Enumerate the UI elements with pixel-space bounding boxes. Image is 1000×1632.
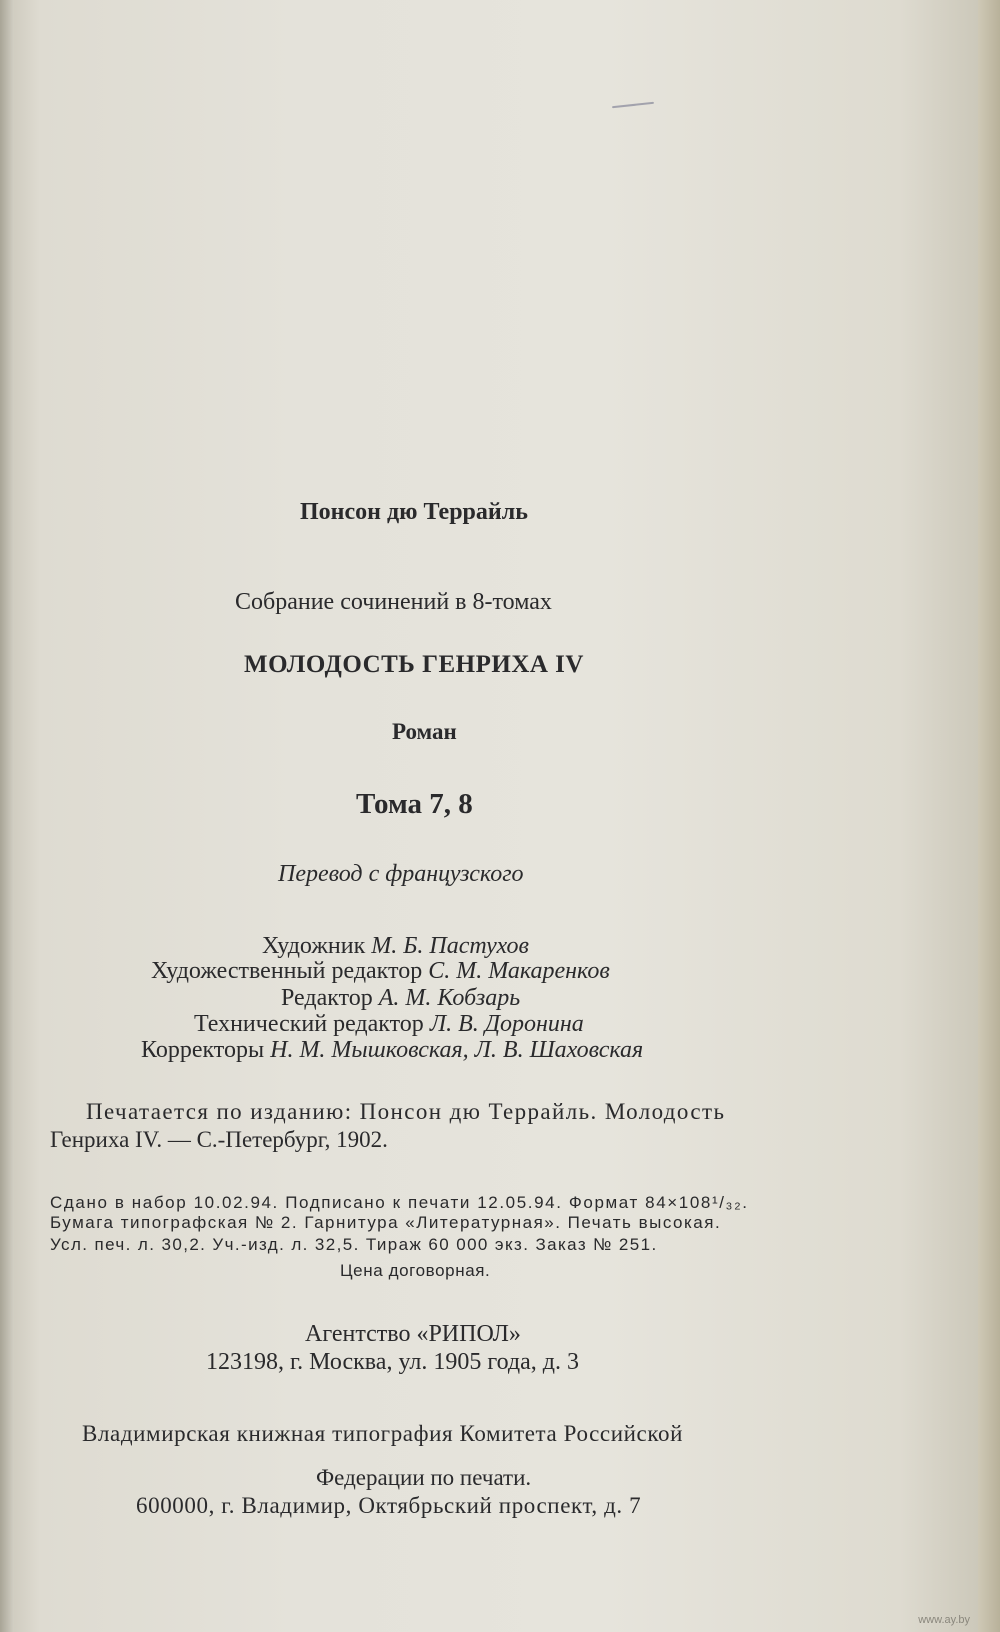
source-edition-line: Генриха IV. — С.-Петербург, 1902. [50,1127,388,1152]
publisher-name: Агентство «РИПОЛ» [305,1321,521,1347]
credit-name: М. Б. Пастухов [371,933,529,959]
book-title: МОЛОДОСТЬ ГЕНРИХА IV [244,651,584,678]
credit-line [262,934,529,958]
page-left-edge [0,0,14,1632]
printer-name: Владимирская книжная типография Комитета Российской [82,1421,683,1446]
price-line: Цена договорная. [340,1261,491,1280]
volumes-label: Тома 7, 8 [356,788,473,820]
watermark: www.ay.by [918,1614,970,1626]
source-edition-line: Печатается по изданию: Понсон дю Террайль. Молодость [86,1099,726,1124]
author-name: Понсон дю Террайль [300,499,528,525]
credit-role: Технический редактор [194,1011,424,1037]
ink-speck [612,102,654,108]
technical-info-line: Усл. печ. л. 30,2. Уч.-изд. л. 32,5. Тираж 60 000 экз. Заказ № 251. [50,1235,658,1254]
credit-name: С. М. Макаренков [428,958,610,984]
genre-label: Роман [392,719,457,744]
printer-name-continued: Федерации по печати. [316,1465,532,1490]
publisher-address: 123198, г. Москва, ул. 1905 года, д. 3 [206,1349,580,1375]
credit-line [194,1012,584,1036]
credit-name: Л. В. Доронина [429,1011,584,1037]
credit-role: Художественный редактор [151,958,423,984]
page-right-edge [978,0,1000,1632]
credit-line [151,959,610,983]
technical-info-line: Сдано в набор 10.02.94. Подписано к печати 12.05.94. Формат 84×108¹/₃₂. [50,1193,749,1212]
credit-line [281,986,520,1010]
credit-line [141,1038,643,1062]
technical-info-line: Бумага типографская № 2. Гарнитура «Литературная». Печать высокая. [50,1213,722,1232]
printer-address: 600000, г. Владимир, Октябрьский проспект, д. 7 [136,1493,642,1518]
credit-name: Н. М. Мышковская, Л. В. Шаховская [270,1037,644,1063]
translation-note: Перевод с французского [278,861,524,887]
credit-role: Корректоры [141,1037,265,1063]
series-title: Собрание сочинений в 8-томах [235,589,552,615]
credit-role: Редактор [281,985,373,1011]
credit-role: Художник [262,933,366,959]
credit-name: А. М. Кобзарь [378,985,521,1011]
